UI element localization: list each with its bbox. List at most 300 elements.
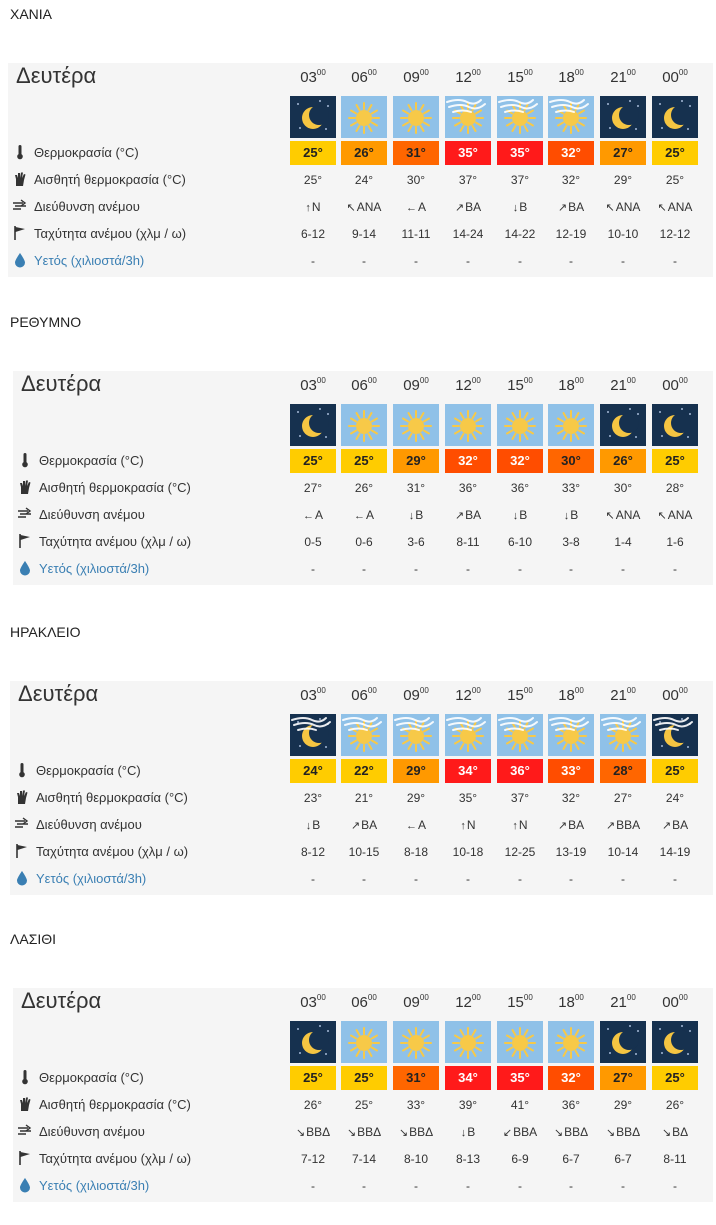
feels-like-cell: 30° bbox=[613, 481, 633, 495]
wind-arrow-icon: ↑ bbox=[460, 820, 466, 832]
row-speed bbox=[13, 1147, 713, 1171]
wind-speed-cell: 14-19 bbox=[659, 845, 691, 859]
temperature-cell: 25° bbox=[290, 1066, 336, 1090]
rain-cell: - bbox=[362, 562, 366, 576]
rain-cell: - bbox=[518, 872, 522, 886]
rain-cell: - bbox=[673, 872, 677, 886]
hour-label bbox=[391, 377, 441, 394]
wind-arrow-icon: ↗ bbox=[454, 202, 465, 214]
sun-icon bbox=[393, 1021, 439, 1063]
hour-value: 21 bbox=[610, 994, 627, 1011]
region-title: ΗΡΑΚΛΕΙΟ bbox=[10, 624, 81, 640]
wind-direction-value: Β bbox=[519, 200, 528, 214]
wind-arrow-icon: ↖ bbox=[605, 510, 615, 522]
wind-direction-icon bbox=[17, 1123, 33, 1139]
wind-direction-cell bbox=[288, 508, 338, 522]
temperature-cell: 29° bbox=[393, 759, 439, 783]
wind-arrow-icon: ↘ bbox=[553, 1127, 564, 1139]
hour-label bbox=[288, 994, 338, 1011]
wind-direction-cell bbox=[443, 200, 493, 214]
wind-arrow-icon: ↖ bbox=[346, 202, 356, 214]
wind-direction-value: Ν bbox=[518, 818, 528, 832]
wind-direction-value: Ν bbox=[311, 200, 321, 214]
wind-direction-cell bbox=[598, 818, 648, 832]
hour-value: 00 bbox=[662, 377, 679, 394]
hour-minutes: 00 bbox=[574, 376, 584, 385]
rain-cell: - bbox=[621, 562, 625, 576]
row-rain bbox=[10, 867, 713, 891]
wind-direction-cell bbox=[495, 200, 545, 214]
wind-direction-value: ΒΔ bbox=[672, 1125, 689, 1139]
temperature-cell: 26° bbox=[600, 449, 646, 473]
row-label: Διεύθυνση ανέμου bbox=[39, 1124, 145, 1139]
hour-value: 09 bbox=[403, 377, 420, 394]
hour-minutes: 00 bbox=[626, 993, 636, 1002]
temperature-cell: 25° bbox=[652, 1066, 698, 1090]
feels-like-cell: 33° bbox=[406, 1098, 426, 1112]
wind-arrow-icon: ↗ bbox=[661, 820, 672, 832]
feels-like-cell: 24° bbox=[354, 173, 374, 187]
hour-minutes: 00 bbox=[471, 68, 481, 77]
feels-like-cell: 33° bbox=[561, 481, 581, 495]
wind-arrow-icon: ↗ bbox=[557, 202, 568, 214]
wind-speed-cell: 10-10 bbox=[607, 227, 639, 241]
wind-arrow-icon: ↘ bbox=[398, 1127, 409, 1139]
row-label: Ταχύτητα ανέμου (χλμ / ω) bbox=[34, 226, 187, 241]
hour-minutes: 00 bbox=[678, 68, 688, 77]
thermometer-icon bbox=[12, 144, 28, 160]
row-label[interactable]: Υετός (χιλιοστά/3h) bbox=[39, 1178, 150, 1193]
wind-speed-cell: 8-11 bbox=[663, 1152, 687, 1166]
hour-minutes: 00 bbox=[419, 993, 429, 1002]
wind-arrow-icon: ↗ bbox=[605, 820, 616, 832]
feels-like-cell: 32° bbox=[561, 173, 581, 187]
wind-arrow-icon: ↙ bbox=[502, 1127, 513, 1139]
wind-direction-value: ΒΒΔ bbox=[357, 1125, 382, 1139]
row-label: Αισθητή θερμοκρασία (°C) bbox=[34, 172, 186, 187]
temperature-cell: 28° bbox=[600, 759, 646, 783]
rain-cell: - bbox=[311, 562, 315, 576]
hour-minutes: 00 bbox=[316, 376, 326, 385]
sun-icon bbox=[445, 404, 491, 446]
wind-direction-value: Α bbox=[417, 818, 426, 832]
wind-speed-cell: 14-24 bbox=[452, 227, 484, 241]
hand-icon bbox=[14, 789, 30, 805]
rain-cell: - bbox=[673, 1179, 677, 1193]
temperature-cell: 25° bbox=[290, 449, 336, 473]
wind-arrow-icon: ↗ bbox=[557, 820, 568, 832]
hand-icon bbox=[17, 479, 33, 495]
wind-speed-cell: 8-10 bbox=[403, 1152, 429, 1166]
temperature-cell: 25° bbox=[652, 759, 698, 783]
row-speed bbox=[8, 222, 713, 246]
hour-minutes: 00 bbox=[316, 68, 326, 77]
row-label: Θερμοκρασία (°C) bbox=[36, 763, 141, 778]
feels-like-cell: 25° bbox=[303, 173, 323, 187]
feels-like-cell: 24° bbox=[665, 791, 685, 805]
rain-cell: - bbox=[362, 872, 366, 886]
forecast-panel bbox=[13, 988, 713, 1202]
hour-label bbox=[443, 687, 493, 704]
temperature-cell: 24° bbox=[290, 759, 336, 783]
wind-direction-value: ΒΑ bbox=[465, 508, 482, 522]
row-label: Διεύθυνση ανέμου bbox=[39, 507, 145, 522]
row-speed bbox=[10, 840, 713, 864]
hour-label bbox=[495, 377, 545, 394]
region-4 bbox=[0, 925, 716, 1225]
hour-value: 09 bbox=[403, 69, 420, 86]
hour-value: 00 bbox=[662, 69, 679, 86]
temperature-cell: 27° bbox=[600, 1066, 646, 1090]
wind-arrow-icon: ↖ bbox=[605, 202, 615, 214]
row-feel bbox=[13, 1093, 713, 1117]
wind-direction-cell bbox=[339, 200, 389, 214]
moon-icon bbox=[600, 96, 646, 138]
temperature-cell: 25° bbox=[652, 141, 698, 165]
rain-cell: - bbox=[518, 254, 522, 268]
feels-like-cell: 30° bbox=[406, 173, 426, 187]
feels-like-cell: 26° bbox=[665, 1098, 685, 1112]
wind-direction-cell bbox=[650, 200, 700, 214]
row-label: Διεύθυνση ανέμου bbox=[34, 199, 140, 214]
hour-minutes: 00 bbox=[523, 686, 533, 695]
feels-like-cell: 25° bbox=[354, 1098, 374, 1112]
temperature-cell: 29° bbox=[393, 449, 439, 473]
sun-wind-icon bbox=[600, 714, 646, 756]
temperature-cell: 32° bbox=[548, 1066, 594, 1090]
temperature-cell: 30° bbox=[548, 449, 594, 473]
moon-icon bbox=[290, 96, 336, 138]
wind-direction-icon bbox=[12, 198, 28, 214]
sun-wind-icon bbox=[445, 714, 491, 756]
feels-like-cell: 39° bbox=[458, 1098, 478, 1112]
feels-like-cell: 36° bbox=[458, 481, 478, 495]
hour-label bbox=[391, 994, 441, 1011]
row-label: Ταχύτητα ανέμου (χλμ / ω) bbox=[36, 844, 189, 859]
wind-direction-value: ΑΝΑ bbox=[667, 200, 693, 214]
wind-direction-cell bbox=[391, 508, 441, 522]
temperature-cell: 26° bbox=[341, 141, 387, 165]
hour-minutes: 00 bbox=[523, 68, 533, 77]
feels-like-cell: 35° bbox=[458, 791, 478, 805]
rain-cell: - bbox=[621, 254, 625, 268]
hour-value: 18 bbox=[558, 687, 575, 704]
moon-icon bbox=[290, 1021, 336, 1063]
row-label: Θερμοκρασία (°C) bbox=[34, 145, 139, 160]
hour-label bbox=[288, 377, 338, 394]
raindrop-icon bbox=[12, 252, 28, 268]
hour-minutes: 00 bbox=[523, 376, 533, 385]
row-label[interactable]: Υετός (χιλιοστά/3h) bbox=[39, 561, 150, 576]
wind-arrow-icon: ↑ bbox=[512, 820, 518, 832]
wind-direction-value: Ν bbox=[466, 818, 476, 832]
temperature-cell: 25° bbox=[341, 449, 387, 473]
hour-value: 06 bbox=[351, 377, 368, 394]
wind-speed-cell: 13-19 bbox=[555, 845, 587, 859]
sun-icon bbox=[548, 404, 594, 446]
rain-cell: - bbox=[466, 872, 470, 886]
wind-speed-cell: 1-6 bbox=[666, 535, 684, 549]
feels-like-cell: 26° bbox=[354, 481, 374, 495]
wind-direction-value: ΒΒΔ bbox=[409, 1125, 434, 1139]
hour-label bbox=[598, 994, 648, 1011]
wind-speed-cell: 8-11 bbox=[456, 535, 480, 549]
wind-speed-cell: 8-18 bbox=[403, 845, 429, 859]
wind-direction-cell bbox=[546, 200, 596, 214]
sun-wind-icon bbox=[548, 96, 594, 138]
row-rain bbox=[13, 557, 713, 581]
wind-speed-cell: 3-8 bbox=[562, 535, 580, 549]
region-title: ΛΑΣΙΘΙ bbox=[10, 931, 57, 947]
wind-direction-value: ΑΝΑ bbox=[615, 200, 641, 214]
wind-direction-cell bbox=[650, 818, 700, 832]
wind-direction-cell bbox=[391, 200, 441, 214]
temperature-cell: 35° bbox=[445, 141, 491, 165]
wind-arrow-icon: ↓ bbox=[408, 510, 415, 522]
hour-value: 00 bbox=[662, 687, 679, 704]
rain-cell: - bbox=[466, 254, 470, 268]
wind-direction-value: ΒΒΔ bbox=[564, 1125, 589, 1139]
wind-arrow-icon: ← bbox=[353, 510, 365, 522]
hour-minutes: 00 bbox=[523, 993, 533, 1002]
rain-cell: - bbox=[673, 254, 677, 268]
hour-minutes: 00 bbox=[626, 376, 636, 385]
hour-label bbox=[339, 69, 389, 86]
hour-value: 15 bbox=[507, 377, 524, 394]
hour-minutes: 00 bbox=[626, 68, 636, 77]
wind-direction-value: Β bbox=[467, 1125, 476, 1139]
row-feel bbox=[10, 786, 713, 810]
wind-speed-cell: 8-13 bbox=[455, 1152, 481, 1166]
row-label: Θερμοκρασία (°C) bbox=[39, 1070, 144, 1085]
wind-direction-cell bbox=[391, 818, 441, 832]
hour-minutes: 00 bbox=[574, 686, 584, 695]
rain-cell: - bbox=[414, 1179, 418, 1193]
row-dir bbox=[13, 1120, 713, 1144]
sun-icon bbox=[341, 96, 387, 138]
wind-direction-cell bbox=[546, 818, 596, 832]
wind-direction-cell bbox=[339, 1125, 389, 1139]
rain-cell: - bbox=[414, 872, 418, 886]
rain-cell: - bbox=[569, 872, 573, 886]
hour-minutes: 00 bbox=[316, 993, 326, 1002]
wind-arrow-icon: ↓ bbox=[305, 820, 312, 832]
row-temp bbox=[13, 449, 713, 473]
wind-direction-cell bbox=[288, 818, 338, 832]
hour-value: 21 bbox=[610, 377, 627, 394]
wind-direction-value: ΒΒΑ bbox=[513, 1125, 538, 1139]
sun-wind-icon bbox=[548, 714, 594, 756]
day-label: Δευτέρα bbox=[21, 371, 102, 396]
wind-speed-cell: 9-14 bbox=[351, 227, 377, 241]
thermometer-icon bbox=[17, 1069, 33, 1085]
hour-label bbox=[288, 69, 338, 86]
hour-label bbox=[546, 994, 596, 1011]
wind-arrow-icon: ← bbox=[405, 820, 417, 832]
feels-like-cell: 25° bbox=[665, 173, 685, 187]
temperature-cell: 34° bbox=[445, 759, 491, 783]
hour-minutes: 00 bbox=[471, 686, 481, 695]
wind-arrow-icon: ↑ bbox=[305, 202, 311, 214]
wind-direction-value: Α bbox=[314, 508, 323, 522]
temperature-cell: 35° bbox=[497, 141, 543, 165]
wind-direction-cell bbox=[339, 508, 389, 522]
feels-like-cell: 21° bbox=[354, 791, 374, 805]
hour-label bbox=[598, 377, 648, 394]
wind-direction-value: Α bbox=[417, 200, 426, 214]
rain-cell: - bbox=[362, 1179, 366, 1193]
hour-value: 18 bbox=[558, 377, 575, 394]
wind-arrow-icon: ↓ bbox=[512, 510, 519, 522]
hour-label bbox=[650, 687, 700, 704]
hour-value: 03 bbox=[300, 687, 317, 704]
wind-direction-value: Β bbox=[570, 508, 579, 522]
day-label: Δευτέρα bbox=[21, 988, 102, 1013]
hour-value: 15 bbox=[507, 687, 524, 704]
wind-direction-cell bbox=[339, 818, 389, 832]
wind-direction-cell bbox=[598, 200, 648, 214]
wind-arrow-icon: ← bbox=[302, 510, 314, 522]
wind-speed-cell: 6-9 bbox=[511, 1152, 529, 1166]
wind-direction-cell bbox=[391, 1125, 441, 1139]
feels-like-cell: 29° bbox=[613, 173, 633, 187]
hour-minutes: 00 bbox=[678, 686, 688, 695]
moon-icon bbox=[652, 404, 698, 446]
sun-wind-icon bbox=[393, 714, 439, 756]
wind-arrow-icon: ↘ bbox=[295, 1127, 306, 1139]
feels-like-cell: 37° bbox=[510, 791, 530, 805]
wind-speed-cell: 6-7 bbox=[562, 1152, 580, 1166]
row-temp bbox=[13, 1066, 713, 1090]
wind-direction-value: ΑΝΑ bbox=[667, 508, 693, 522]
hour-minutes: 00 bbox=[367, 376, 377, 385]
wind-speed-cell: 10-15 bbox=[348, 845, 380, 859]
hour-minutes: 00 bbox=[471, 376, 481, 385]
rain-cell: - bbox=[569, 1179, 573, 1193]
row-feel bbox=[13, 476, 713, 500]
hour-value: 12 bbox=[455, 69, 472, 86]
sun-icon bbox=[548, 1021, 594, 1063]
hand-icon bbox=[12, 171, 28, 187]
row-temp bbox=[10, 759, 713, 783]
moon-icon bbox=[290, 404, 336, 446]
row-dir bbox=[8, 195, 713, 219]
rain-cell: - bbox=[414, 562, 418, 576]
feels-like-cell: 36° bbox=[561, 1098, 581, 1112]
hour-label bbox=[391, 687, 441, 704]
wind-arrow-icon: ↓ bbox=[512, 202, 519, 214]
temperature-cell: 22° bbox=[341, 759, 387, 783]
hour-minutes: 00 bbox=[678, 993, 688, 1002]
row-feel bbox=[8, 168, 713, 192]
hour-label bbox=[495, 69, 545, 86]
hour-value: 15 bbox=[507, 994, 524, 1011]
hour-value: 09 bbox=[403, 994, 420, 1011]
wind-speed-cell: 6-10 bbox=[507, 535, 533, 549]
wind-direction-value: ΒΒΔ bbox=[306, 1125, 331, 1139]
day-label: Δευτέρα bbox=[18, 681, 99, 706]
moon-icon bbox=[600, 1021, 646, 1063]
wind-speed-cell: 10-14 bbox=[607, 845, 639, 859]
rain-cell: - bbox=[466, 1179, 470, 1193]
sun-icon bbox=[445, 1021, 491, 1063]
wind-speed-cell: 6-7 bbox=[614, 1152, 632, 1166]
wind-direction-cell bbox=[598, 1125, 648, 1139]
hour-value: 12 bbox=[455, 687, 472, 704]
hour-value: 06 bbox=[351, 994, 368, 1011]
day-label: Δευτέρα bbox=[16, 63, 97, 88]
region-1 bbox=[0, 0, 716, 300]
wind-speed-cell: 8-12 bbox=[300, 845, 326, 859]
hour-label bbox=[288, 687, 338, 704]
raindrop-icon bbox=[17, 560, 33, 576]
wind-arrow-icon: ↗ bbox=[454, 510, 465, 522]
temperature-cell: 36° bbox=[497, 759, 543, 783]
moon-icon bbox=[600, 404, 646, 446]
hour-label bbox=[546, 377, 596, 394]
row-label: Ταχύτητα ανέμου (χλμ / ω) bbox=[39, 1151, 192, 1166]
wind-direction-cell bbox=[546, 508, 596, 522]
hour-value: 18 bbox=[558, 69, 575, 86]
rain-cell: - bbox=[518, 562, 522, 576]
wind-speed-cell: 12-12 bbox=[659, 227, 691, 241]
row-label[interactable]: Υετός (χιλιοστά/3h) bbox=[34, 253, 145, 268]
hour-label bbox=[443, 377, 493, 394]
rain-cell: - bbox=[311, 254, 315, 268]
hour-value: 09 bbox=[403, 687, 420, 704]
temperature-cell: 34° bbox=[445, 1066, 491, 1090]
hour-minutes: 00 bbox=[316, 686, 326, 695]
hour-minutes: 00 bbox=[419, 686, 429, 695]
row-dir bbox=[13, 503, 713, 527]
wind-direction-value: ΒΑ bbox=[672, 818, 689, 832]
rain-cell: - bbox=[569, 562, 573, 576]
hour-minutes: 00 bbox=[419, 376, 429, 385]
wind-direction-cell bbox=[495, 508, 545, 522]
hour-minutes: 00 bbox=[367, 68, 377, 77]
region-title: ΡΕΘΥΜΝΟ bbox=[10, 314, 82, 330]
rain-cell: - bbox=[466, 562, 470, 576]
row-label: Θερμοκρασία (°C) bbox=[39, 453, 144, 468]
temperature-cell: 32° bbox=[548, 141, 594, 165]
hour-label bbox=[339, 994, 389, 1011]
hour-minutes: 00 bbox=[471, 993, 481, 1002]
sun-icon bbox=[497, 404, 543, 446]
hand-icon bbox=[17, 1096, 33, 1112]
temperature-cell: 31° bbox=[393, 1066, 439, 1090]
flag-icon bbox=[12, 225, 28, 241]
wind-direction-value: ΒΒΑ bbox=[616, 818, 641, 832]
hour-value: 06 bbox=[351, 69, 368, 86]
wind-direction-value: Α bbox=[365, 508, 374, 522]
hour-minutes: 00 bbox=[367, 993, 377, 1002]
wind-arrow-icon: ↓ bbox=[460, 1127, 467, 1139]
rain-cell: - bbox=[414, 254, 418, 268]
wind-direction-value: ΒΑ bbox=[465, 200, 482, 214]
hour-label bbox=[546, 69, 596, 86]
wind-direction-cell bbox=[598, 508, 648, 522]
row-label[interactable]: Υετός (χιλιοστά/3h) bbox=[36, 871, 147, 886]
wind-direction-icon bbox=[14, 816, 30, 832]
hour-label bbox=[339, 377, 389, 394]
hour-minutes: 00 bbox=[574, 993, 584, 1002]
row-rain bbox=[13, 1174, 713, 1198]
hour-label bbox=[598, 69, 648, 86]
hour-value: 12 bbox=[455, 377, 472, 394]
temperature-cell: 25° bbox=[652, 449, 698, 473]
rain-cell: - bbox=[362, 254, 366, 268]
region-3 bbox=[0, 618, 716, 918]
